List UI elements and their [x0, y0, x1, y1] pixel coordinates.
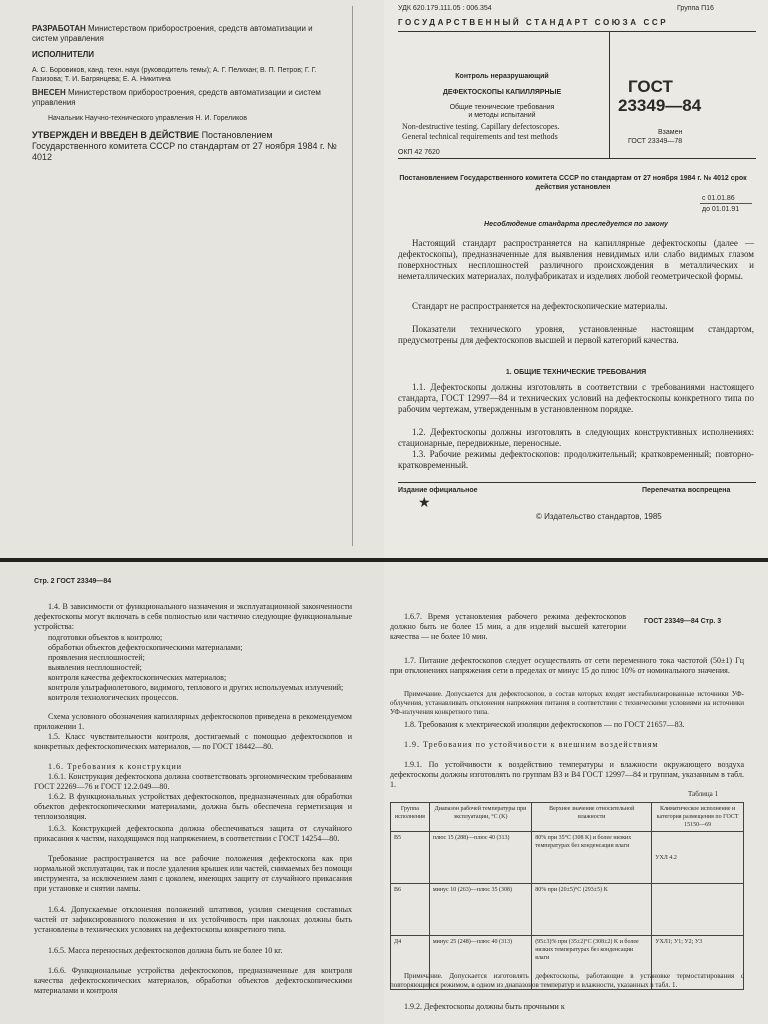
- introduced-heading: ВНЕСЕН: [32, 88, 66, 97]
- table-header: Группа исполнения: [391, 803, 430, 832]
- note-1: Примечание. Допускается для дефектоскопов, в состав которых входят нестабилизированные источники УФ-облучения, устанавливать отклонения напряжения питания в соответствии с техническими условиями на источники УФ-излучения конкретного типа.: [390, 690, 744, 716]
- list-item: выявления несплошностей;: [48, 663, 142, 672]
- approved-block: [32, 130, 340, 163]
- table-row: [391, 884, 744, 936]
- footer-rule: [398, 482, 756, 483]
- replace-value: ГОСТ 23349—78: [628, 138, 683, 145]
- star-icon: ★: [418, 496, 431, 511]
- page-imprint: [0, 0, 384, 558]
- introduced-text: Министерством приборостроения, средств автоматизации и систем управления: [32, 88, 321, 107]
- title-line-3: Общие технические требования: [449, 104, 555, 111]
- group-code: Группа П16: [677, 5, 714, 12]
- page-header: Стр. 2 ГОСТ 23349—84: [34, 578, 112, 585]
- table-cell: УХЛ1; У1; У2; У3: [652, 936, 744, 990]
- section-1-heading: 1. ОБЩИЕ ТЕХНИЧЕСКИЕ ТРЕБОВАНИЯ: [505, 369, 647, 376]
- table-cell: 80% при 35°C (308 K) и более низких температурах без конденсации влаги: [532, 832, 652, 884]
- developed-text: Министерством приборостроения, средств автоматизации и систем управления: [32, 24, 313, 43]
- clause-1-7: 1.7. Питание дефектоскопов следует осуществлять от сети переменного тока частотой (50±1) Гц при отклонениях напряжения сети в пределах от минус 15 до плюс 10% от номинального значения.: [390, 656, 744, 675]
- violation-note: Несоблюдение стандарта преследуется по закону: [484, 221, 668, 228]
- copyright: © Издательство стандартов, 1985: [536, 512, 662, 521]
- list-item: проявления несплошностей;: [48, 653, 145, 662]
- table-header-row: [391, 803, 744, 832]
- table-cell: [652, 884, 744, 936]
- table-label: Таблица 1: [688, 790, 718, 798]
- clause-1-4: 1.4. В зависимости от функционального назначения и эксплуатационной законченности дефектоскопы могут включать в себя полностью или частично следующие функциональные устройства:: [34, 602, 352, 631]
- clause-1-9-1: 1.9.1. По устойчивости к воздействию температуры и влажности окружающего воздуха дефектоскопы должны изготовлять по группам В3 и В4 ГОСТ 12997—84 и группам, указанным в табл. 1.: [390, 760, 744, 789]
- table-header: Верхнее значение относительной влажности: [532, 803, 652, 832]
- page-edge-shadow: [352, 6, 353, 546]
- gost-label: ГОСТ: [628, 77, 673, 96]
- page-3: [384, 562, 768, 1024]
- function-list: [34, 633, 366, 703]
- clause-1-6-5: 1.6.5. Масса переносных дефектоскопов должна быть не более 10 кг.: [48, 946, 283, 955]
- clause-1-6-6: 1.6.6. Функциональные устройства дефектоскопов, предназначенные для контроля качества дефектоскопических материалов, обработки объектов дефектоскопическими материалами и контроля: [34, 966, 352, 995]
- developed-block: [32, 24, 337, 44]
- list-item: обработки объектов дефектоскопическими материалами;: [48, 643, 243, 652]
- clause-1-1: 1.1. Дефектоскопы должны изготовлять в соответствии с требованиями настоящего стандарта, ГОСТ 12997—84 и технических условий на дефектоскопы конкретного типа по рабочим чертежам, утвержденным в установленном порядке.: [398, 382, 754, 414]
- intro-paragraph-1: Настоящий стандарт распространяется на капиллярные дефектоскопы (далее — дефектоскопы), предназначенные для выявления невидимых или слабо видимых глазом поверхностных несплошностей различного происхождения в металлических и неметаллических материалах, полуфабрикатах и изделиях любой геометрической формы.: [398, 238, 754, 281]
- clause-1-3: 1.3. Рабочие режимы дефектоскопов: продолжительный; кратковременный; повторно-кратковременный.: [398, 449, 754, 470]
- english-title-1: Non-destructive testing. Capillary defectoscopes.: [402, 122, 560, 131]
- page-header: ГОСТ 23349—84 Стр. 3: [644, 618, 722, 625]
- okp-code: ОКП 42 7620: [398, 149, 440, 156]
- title-line-4: и методы испытаний: [468, 112, 536, 119]
- clause-1-6: 1.6. Требования к конструкции: [48, 762, 183, 771]
- decree-text: Постановлением Государственного комитета СССР по стандартам от 27 ноября 1984 г. № 4012 срок действия установлен: [399, 175, 747, 191]
- table-row: [391, 832, 744, 884]
- clause-1-9-2: 1.9.2. Дефектоскопы должны быть прочными к: [404, 1002, 565, 1011]
- date-to: до 01.01.91: [702, 206, 740, 213]
- replace-label: Взамен: [658, 129, 683, 136]
- title-divider: [609, 32, 610, 158]
- english-title-2: General technical requirements and test methods: [402, 132, 558, 141]
- clause-1-2: 1.2. Дефектоскопы должны изготовлять в следующих конструктивных исполнениях: стационарные, передвижные, переносные.: [398, 427, 754, 448]
- table-cell: В5: [391, 832, 430, 884]
- table-cell: (95±3)% при (35±2)°C (308±2) K и более низких температурах без конденсации влаги: [532, 936, 652, 990]
- list-item: подготовки объектов к контролю;: [48, 633, 163, 642]
- intro-paragraph-3: Показатели технического уровня, установленные настоящим стандартом, предусмотрены для дефектоскопов высшей и первой категорий качества.: [398, 324, 754, 345]
- state-standard-heading: ГОСУДАРСТВЕННЫЙ СТАНДАРТ СОЮЗА ССР: [398, 18, 669, 27]
- climate-table: [390, 802, 744, 990]
- title-line-2: ДЕФЕКТОСКОПЫ КАПИЛЛЯРНЫЕ: [442, 89, 562, 96]
- clause-1-8: 1.8. Требования к электрической изоляции дефектоскопов — по ГОСТ 21657—83.: [404, 720, 685, 729]
- approved-heading: УТВЕРЖДЕН И ВВЕДЕН В ДЕЙСТВИЕ: [32, 130, 200, 140]
- executors-heading: ИСПОЛНИТЕЛИ: [32, 50, 95, 59]
- table-cell: В6: [391, 884, 430, 936]
- official-edition: Издание официальное: [398, 487, 478, 494]
- chief-text: Начальник Научно-технического управления Н. И. Гореликов: [48, 115, 247, 122]
- introduced-block: [32, 88, 337, 108]
- table-header: Климатическое исполнение и категория размещения по ГОСТ 15150—69: [652, 803, 744, 832]
- table-cell: УХЛ 4.2: [652, 832, 744, 884]
- list-item: контроля ультрафиолетового, видимого, теплового и других используемых излучений;: [48, 683, 344, 692]
- table-cell: плюс 15 (288)—плюс 40 (313): [429, 832, 531, 884]
- list-item: контроля качества дефектоскопических материалов;: [48, 673, 227, 682]
- table-header: Диапазон рабочей температуры при эксплуатации, °C (K): [429, 803, 531, 832]
- page-2: [0, 562, 384, 1024]
- list-item: контроля технологических процессов.: [48, 693, 179, 702]
- okp-rule: [398, 158, 756, 159]
- date-rule: [700, 203, 752, 204]
- page-title: [384, 0, 768, 558]
- clause-1-6-2: 1.6.2. В функциональных устройствах дефектоскопов, предназначенных для обработки объектов дефектоскопическими материалами, должна быть обеспечена герметизация и теплоизоляция.: [34, 792, 352, 821]
- clause-1-6-4: 1.6.4. Допускаемые отклонения положений штативов, усилия смещения составных частей от зафиксированного положения и их устойчивость при наклонах должны быть установлены в технических условиях на дефектоскопы конкретного типа.: [34, 905, 352, 934]
- date-from: с 01.01.86: [702, 195, 735, 202]
- intro-paragraph-2: Стандарт не распространяется на дефектоскопические материалы.: [412, 301, 668, 311]
- clause-1-6-3: 1.6.3. Конструкцией дефектоскопа должна обеспечиваться защита от случайного прикасания к частям, находящимся под напряжением, в соответствии с ГОСТ 14254—80.: [34, 824, 352, 843]
- table-cell: Д4: [391, 936, 430, 990]
- reprint-forbidden: Перепечатка воспрещена: [642, 487, 731, 494]
- table-cell: минус 25 (248)—плюс 40 (313): [429, 936, 531, 990]
- executors-text: А. С. Боровиков, канд. техн. наук (руководитель темы); А. Г. Пелихан; В. П. Петров; Г. Г. Газизова; Т. И. Багрянцева; Е. А. Никитина: [32, 67, 317, 83]
- udc-code: УДК 620.179.111.05 : 006.354: [398, 5, 492, 12]
- table-cell: 80% при (20±5)°C (293±5) K: [532, 884, 652, 936]
- header-rule: [398, 31, 756, 32]
- developed-heading: РАЗРАБОТАН: [32, 24, 86, 33]
- clause-1-9: 1.9. Требования по устойчивости к внешним воздействиям: [404, 740, 659, 749]
- clause-1-6-3-cont: Требование распространяется на все рабочие положения дефектоскопа как при нормальной эксплуатации, так и после удаления крышек или частей, снимаемых без помощи инструмента, за исключением ламп с цоколем, имеющих защиту от случайного прикасания при установке и снятии лампы.: [34, 854, 352, 893]
- clause-1-6-7: 1.6.7. Время установления рабочего режима дефектоскопов должно быть не более 15 мин, а для изделий высшей категории качества — не более 10 мин.: [390, 612, 626, 641]
- clause-1-5: 1.5. Класс чувствительности контроля, достигаемый с помощью дефектоскопов и конкретных дефектоскопических материалов, — по ГОСТ 18442—80.: [34, 732, 352, 751]
- note-2: Примечание. Допускается изготовлять дефектоскопы, работающие в установке термостатирования с повторяющимся режимом, в одном из диапазонов температур и влажности, указанных в табл. 1.: [390, 972, 744, 989]
- gost-number: 23349—84: [618, 96, 702, 115]
- title-line-1: Контроль неразрушающий: [455, 73, 549, 80]
- table-cell: минус 10 (263)—плюс 35 (308): [429, 884, 531, 936]
- scheme-note: Схема условного обозначения капиллярных дефектоскопов приведена в рекомендуемом приложении 1.: [34, 712, 352, 731]
- approved-text: Постановлением Государственного комитета СССР по стандартам от 27 ноября 1984 г. № 4012: [32, 130, 337, 162]
- clause-1-6-1: 1.6.1. Конструкция дефектоскопа должна соответствовать эргономическим требованиям ГОСТ 22269—76 и ГОСТ 12.2.049—80.: [34, 772, 352, 791]
